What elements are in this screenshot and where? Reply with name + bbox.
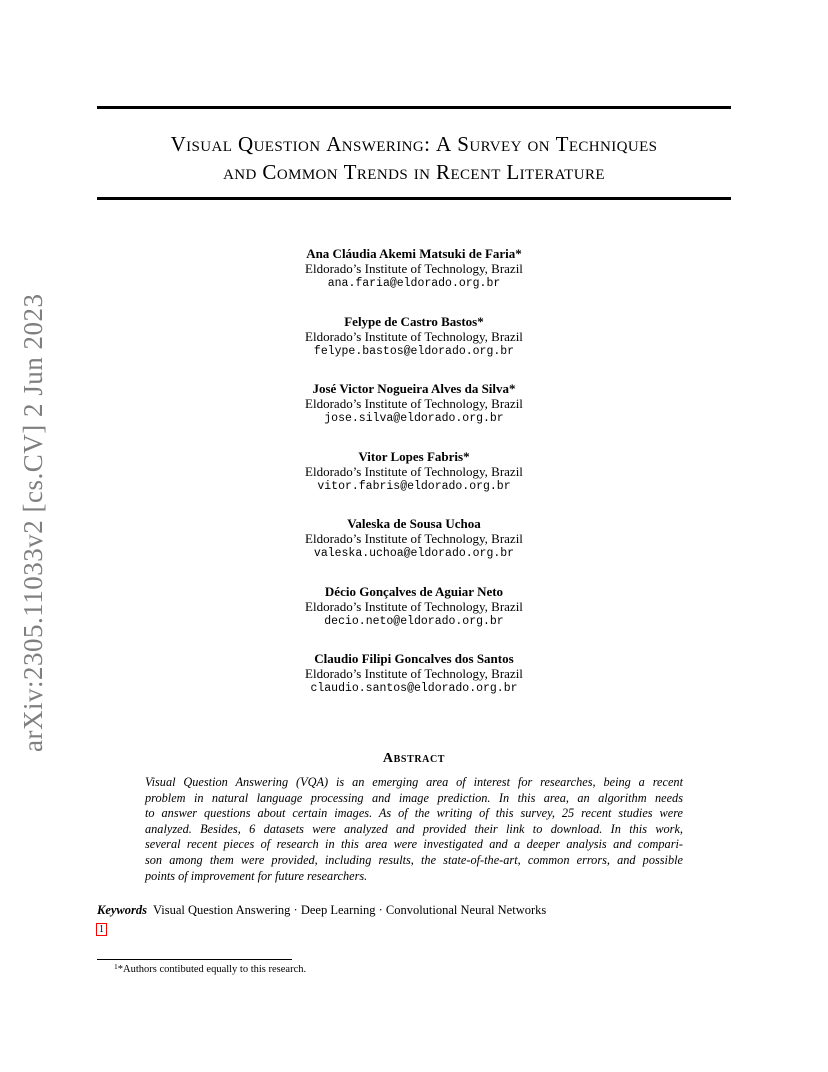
author-email[interactable]: jose.silva@eldorado.org.br [324, 412, 504, 425]
author-block [214, 381, 614, 449]
author-name: Vitor Lopes Fabris* [358, 448, 470, 464]
title-word: isual [186, 132, 238, 156]
title-word: uestion [253, 132, 327, 156]
title-top-rule [97, 106, 731, 109]
author-block [214, 516, 614, 584]
abstract-line: several recent pieces of research in this area were investigated and a deeper analysis and compari- [145, 837, 683, 852]
arxiv-identifier[interactable]: arXiv:2305.11033v2 [cs.CV] 2 Jun 2023 [18, 293, 48, 752]
author-block [214, 246, 614, 314]
footnote-text: *Authors contibuted equally to this research. [117, 964, 307, 975]
abstract-line: son among them were provided, including results, the state-of-the-art, common errors, and possible [145, 852, 683, 867]
title-capital: T [555, 132, 569, 156]
keywords-label: Keywords [97, 903, 147, 917]
title-capital: A [436, 132, 452, 156]
keywords-text: Visual Question Answering · Deep Learning · Convolutional Neural Networks [153, 903, 547, 917]
author-list [214, 246, 614, 719]
title-capital: C [262, 160, 277, 184]
title-word: iterature [519, 160, 605, 184]
abstract-line: Visual Question Answering (VQA) is an emerging area of interest for researches, being a recent [145, 775, 683, 789]
keywords [97, 902, 546, 918]
title-line-2 [97, 158, 731, 186]
title-word: urvey on [469, 132, 556, 156]
footnote-marker: 1 [114, 962, 118, 971]
abstract-heading: Abstract [382, 751, 446, 766]
title-capital: S [457, 132, 470, 156]
author-affiliation: Eldorado’s Institute of Technology, Brazil [305, 598, 523, 614]
title-capital: T [343, 160, 357, 184]
author-block [214, 584, 614, 652]
footnote-rule [97, 959, 292, 960]
author-block [214, 449, 614, 517]
author-affiliation: Eldorado’s Institute of Technology, Brazil [305, 328, 523, 344]
abstract-line: problem in natural language processing and image prediction. In this area, an algorithm needs [145, 790, 683, 805]
author-name: Felype de Castro Bastos* [344, 313, 484, 329]
author-name: Décio Gonçalves de Aguiar Neto [324, 583, 504, 599]
author-name: Ana Cláudia Akemi Matsuki de Faria* [306, 246, 522, 261]
author-email[interactable]: valeska.uchoa@eldorado.org.br [313, 547, 515, 560]
footnote-link[interactable]: 1 [96, 923, 107, 936]
title-line-1 [97, 130, 731, 158]
title-word: echniques [568, 132, 658, 156]
author-email[interactable]: vitor.fabris@eldorado.org.br [317, 479, 511, 493]
title-capital: R [436, 160, 451, 184]
author-name: Claudio Filipi Goncalves dos Santos [314, 651, 514, 666]
author-affiliation: Eldorado’s Institute of Technology, Brazil [305, 396, 523, 411]
title-word: nswering: [341, 132, 437, 156]
abstract-line: to answer questions about certain images. As of the writing of this survey, 25 recent studies were [145, 806, 683, 821]
author-affiliation: Eldorado’s Institute of Technology, Brazil [305, 463, 523, 479]
author-email[interactable]: decio.neto@eldorado.org.br [324, 614, 504, 628]
author-name: Valeska de Sousa Uchoa [347, 516, 481, 531]
author-affiliation: Eldorado’s Institute of Technology, Brazil [305, 531, 523, 546]
author-block [214, 314, 614, 382]
author-affiliation: Eldorado’s Institute of Technology, Brazil [305, 666, 523, 681]
author-email[interactable]: claudio.santos@eldorado.org.br [310, 682, 518, 695]
paper-title [97, 130, 731, 186]
abstract-line: analyzed. Besides, 6 datasets were analyzed and provided their link to download. In this work, [145, 821, 683, 836]
footnote [114, 963, 306, 977]
title-capital: V [170, 132, 187, 156]
title-capital: L [506, 160, 520, 184]
abstract-line: points of improvement for future researchers. [145, 868, 368, 883]
title-bottom-rule [97, 197, 731, 200]
abstract-body [145, 775, 683, 884]
author-affiliation: Eldorado’s Institute of Technology, Brazil [305, 261, 523, 276]
title-word: ommon [276, 160, 344, 184]
title-capital: A [326, 132, 342, 156]
title-capital: Q [237, 132, 254, 156]
author-name: José Victor Nogueira Alves da Silva* [312, 381, 516, 396]
author-email[interactable]: felype.bastos@eldorado.org.br [313, 344, 515, 358]
author-block [214, 651, 614, 719]
title-word: and [223, 160, 263, 184]
author-email[interactable]: ana.faria@eldorado.org.br [327, 277, 501, 290]
title-word: ecent [450, 160, 507, 184]
title-word: rends in [356, 160, 437, 184]
